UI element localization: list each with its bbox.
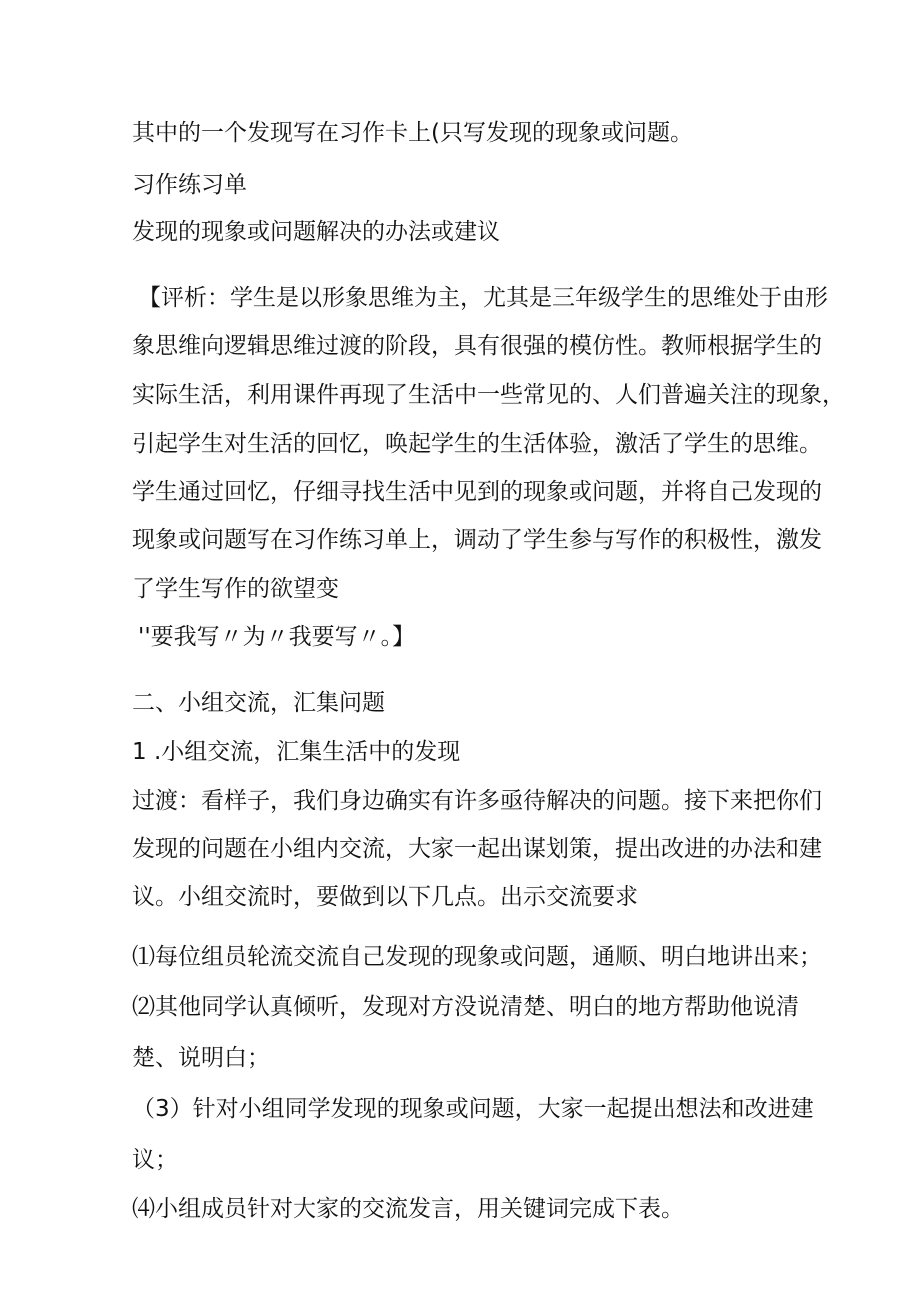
paragraph-line: 议。小组交流时，要做到以下几点。出示交流要求 (132, 884, 638, 910)
comment-line: 实际生活，利用课件再现了生活中一些常见的、人们普遍关注的现象， (132, 382, 845, 408)
subsection-heading: 1 .小组交流，汇集生活中的发现 (132, 739, 461, 765)
paragraph-line: 发现的问题在小组内交流，大家一起出谋划策，提出改进的办法和建 (132, 836, 822, 862)
section-title: 习作练习单 (132, 172, 247, 198)
list-item: ⑴每位组员轮流交流自己发现的现象或问题，通顺、明白地讲出来； (132, 944, 822, 970)
comment-line: 象思维向逻辑思维过渡的阶段，具有很强的模仿性。教师根据学生的 (132, 333, 822, 359)
comment-line: 现象或问题写在习作练习单上，调动了学生参与写作的积极性，激发 (132, 527, 822, 553)
comment-line: 【评析：学生是以形象思维为主，尤其是三年级学生的思维处于由形 (138, 285, 828, 311)
section-heading: 二、小组交流，汇集问题 (132, 690, 385, 716)
list-item: （3）针对小组同学发现的现象或问题，大家一起提出想法和改进建 (132, 1096, 814, 1122)
list-item: ⑵其他同学认真倾听，发现对方没说清楚、明白的地方帮助他说清 (132, 994, 799, 1020)
table-header-line: 发现的现象或问题解决的办法或建议 (132, 219, 500, 245)
paragraph-line: 过渡：看样子，我们身边确实有许多亟待解决的问题。接下来把你们 (132, 788, 822, 814)
list-item: 议； (132, 1147, 178, 1173)
comment-line: 引起学生对生活的回忆，唤起学生的生活体验，激活了学生的思维。 (132, 431, 822, 457)
list-item: 楚、说明白； (132, 1045, 270, 1071)
comment-line: ''要我写〃为〃我要写〃。】 (138, 624, 416, 650)
comment-line: 了学生写作的欲望变 (132, 576, 339, 602)
comment-line: 学生通过回忆，仔细寻找生活中见到的现象或问题，并将自己发现的 (132, 479, 822, 505)
paragraph-line: 其中的一个发现写在习作卡上(只写发现的现象或问题。 (132, 120, 693, 146)
list-item: ⑷小组成员针对大家的交流发言，用关键词完成下表。 (132, 1196, 684, 1222)
